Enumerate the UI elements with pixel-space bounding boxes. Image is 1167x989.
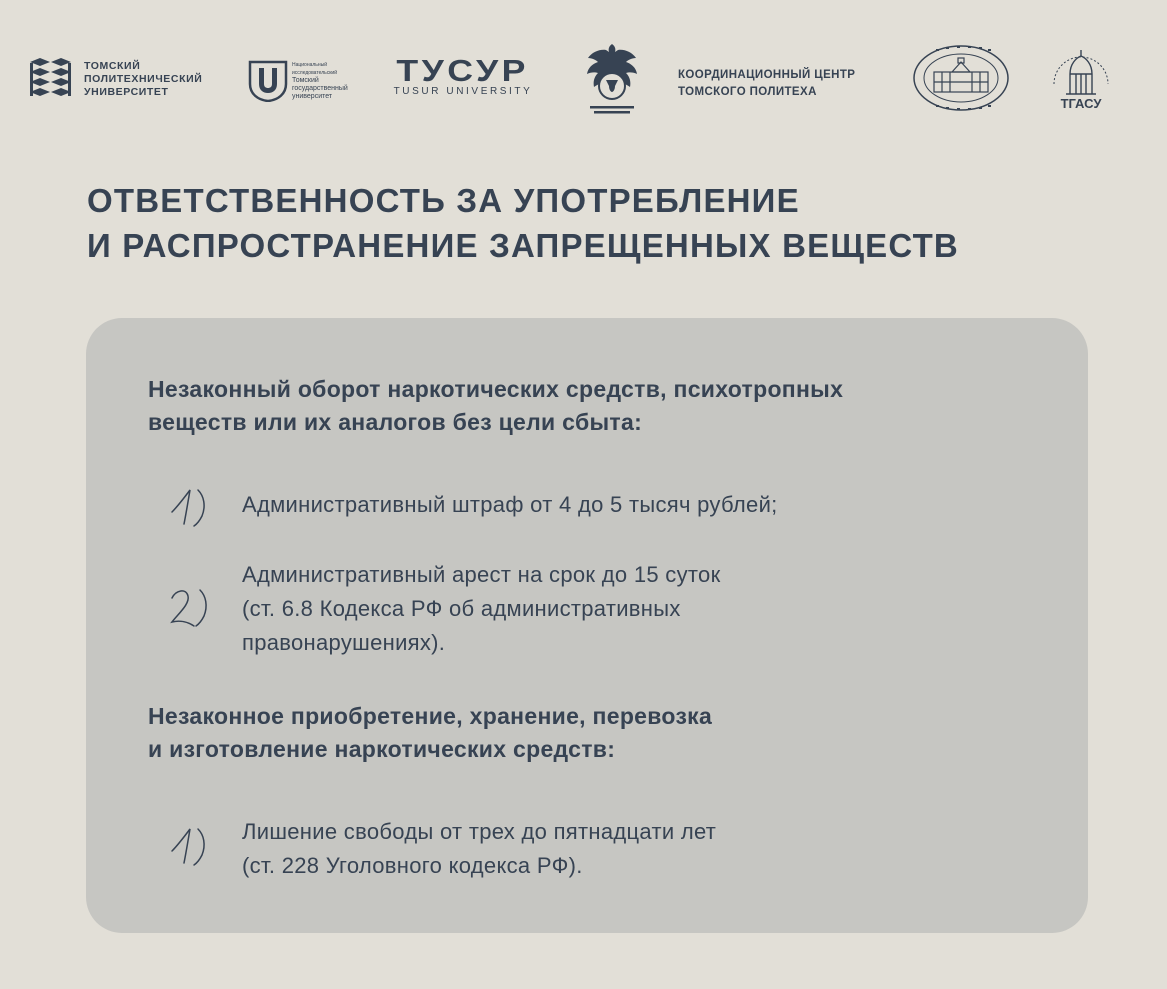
section-heading-line: Незаконное приобретение, хранение, перевозка	[148, 703, 713, 729]
tgpu-seal-icon	[912, 44, 1010, 112]
section-heading-line: Незаконный оборот наркотических средств, психотропных	[148, 376, 844, 402]
handwritten-number-1-icon	[168, 823, 214, 869]
list-item-text: Административный штраф от 4 до 5 тысяч рублей;	[242, 492, 778, 517]
tgu-logo-small-line: Национальный	[292, 62, 328, 68]
tpu-logo-line: ПОЛИТЕХНИЧЕСКИЙ	[84, 72, 203, 85]
tgasu-logo	[1046, 44, 1116, 114]
page-title	[87, 178, 959, 268]
tgu-logo-line: Томский	[292, 77, 319, 84]
tpu-logo	[30, 58, 202, 100]
svg-text:2): 2)	[168, 584, 169, 585]
tgu-logo-icon	[248, 60, 288, 102]
list-item-text: (ст. 6.8 Кодекса РФ об административных	[242, 596, 681, 621]
info-card	[86, 318, 1088, 933]
list-item-text: правонарушениях).	[242, 630, 446, 655]
handwritten-number-2-icon	[168, 584, 214, 630]
coordination-center-logo	[678, 67, 855, 101]
page-title-line: ОТВЕТСТВЕННОСТЬ ЗА УПОТРЕБЛЕНИЕ	[87, 182, 800, 219]
tpu-logo-line: УНИВЕРСИТЕТ	[84, 85, 169, 98]
tusur-logo-sub: TUSUR UNIVERSITY	[393, 86, 533, 97]
svg-text:1): 1)	[168, 823, 169, 824]
partner-logos	[0, 0, 1167, 150]
tgasu-label: ТГАСУ	[1060, 96, 1102, 111]
tgu-logo	[248, 60, 348, 102]
section-heading-line: веществ или их аналогов без цели сбыта:	[148, 409, 643, 435]
svg-text:1): 1)	[168, 484, 169, 485]
tgasu-emblem-icon	[1046, 44, 1116, 114]
list-item-text: Лишение свободы от трех до пятнадцати лет	[242, 819, 717, 844]
list-item-text: Административный арест на срок до 15 суток	[242, 562, 721, 587]
section-heading	[148, 700, 712, 766]
coordination-center-line: КООРДИНАЦИОННЫЙ ЦЕНТР	[678, 69, 856, 81]
tpu-logo-line: ТОМСКИЙ	[84, 59, 141, 72]
tpu-logo-icon	[30, 58, 72, 100]
coordination-center-line: ТОМСКОГО ПОЛИТЕХА	[678, 86, 817, 98]
ssmu-emblem-icon	[582, 40, 642, 118]
tusur-logo	[377, 53, 549, 98]
tusur-logo-main: ТУСУР	[396, 53, 530, 88]
tgu-logo-small-line: исследовательский	[292, 70, 337, 76]
section-heading	[148, 373, 843, 439]
page-title-line: И РАСПРОСТРАНЕНИЕ ЗАПРЕЩЕННЫХ ВЕЩЕСТВ	[87, 227, 959, 264]
tgu-logo-line: университет	[292, 93, 333, 100]
section-heading-line: и изготовление наркотических средств:	[148, 736, 616, 762]
handwritten-number-1-icon	[168, 484, 214, 530]
tgu-logo-line: государственный	[292, 85, 348, 92]
list-item-text: (ст. 228 Уголовного кодекса РФ).	[242, 853, 583, 878]
